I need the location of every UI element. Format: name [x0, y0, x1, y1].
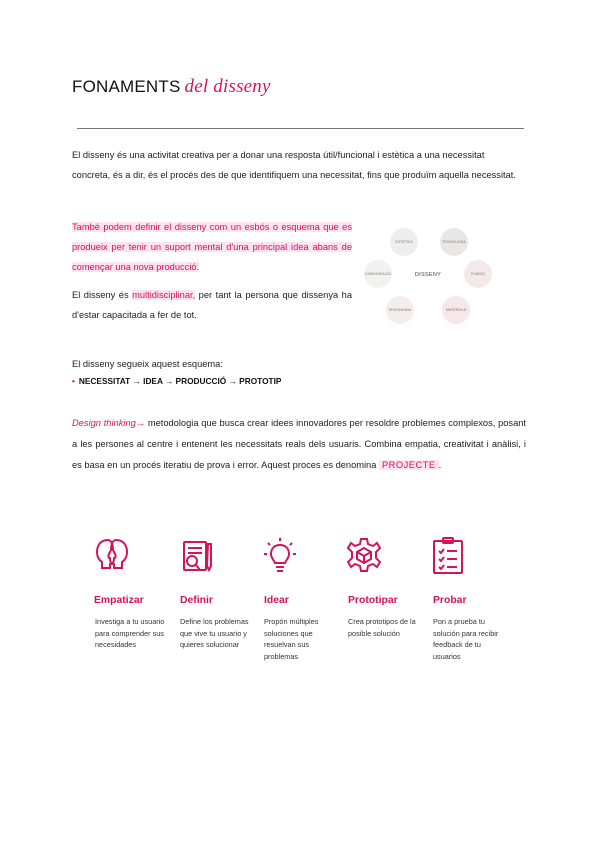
- diagram-center: DISSENY: [414, 272, 442, 278]
- definition-highlight: També podem definir el disseny com un esbós o esquema que es produeix per tenir un suport mental d'una principal idea abans de començar una nova producció.: [72, 222, 352, 272]
- definition-paragraph: [72, 217, 352, 277]
- diagram-node-materials: MATERIALS: [442, 296, 470, 324]
- intro-paragraph: El disseny és una activitat creativa per a donar una resposta útil/funcional i estètica a una necessitat concreta, és a dir, és el procés des de que identifiquem una necessitat, fins que produïm aquella necessitat.: [72, 150, 516, 180]
- title-main: FONAMENTS: [72, 77, 181, 96]
- design-thinking-paragraph: [72, 413, 526, 476]
- multi-after: per tant la persona que dissenya ha d'estar capacitada a fer de tot.: [72, 290, 353, 320]
- step-desc-empatizar: Investiga a tu usuario para comprender sus necesidades: [95, 617, 165, 649]
- step-title-empatizar: Empatizar: [94, 595, 144, 606]
- diagram-node-technology: TECNOLOGIA: [440, 228, 468, 256]
- multidisciplinary-paragraph: [72, 285, 352, 325]
- heads-icon: [94, 536, 130, 576]
- title-divider: [77, 128, 524, 129]
- page-title: [72, 76, 271, 98]
- bullet-icon: •: [72, 376, 75, 386]
- document-search-icon: [178, 536, 214, 576]
- scheme-steps: [72, 376, 281, 386]
- design-thinking-body: metodologia que busca crear idees innovadores per resoldre problemes complexos, posant a les persones al centre i entenent les necessitats reals dels usuaris. Combina empatia, creativitat i anàlisi, i es basa en un procés iteratiu de prova i error. Aquest proces es denomina: [72, 418, 526, 470]
- checklist-icon: [430, 536, 466, 576]
- step-title-probar: Probar: [433, 595, 467, 606]
- scheme-intro: El disseny segueix aquest esquema:: [72, 359, 223, 369]
- diagram-node-function: FUNCIÓ: [464, 260, 492, 288]
- multi-highlight: multidisciplinar,: [132, 290, 196, 300]
- design-diagram: [362, 222, 502, 330]
- multi-before: El disseny és: [72, 290, 133, 300]
- lightbulb-icon: [262, 536, 298, 576]
- scheme-steps-text: NECESSITAT → IDEA → PRODUCCIÓ → PROTOTIP: [78, 376, 282, 386]
- step-title-prototipar: Prototipar: [348, 595, 398, 606]
- diagram-node-esthetics: ESTÈTICA: [390, 228, 418, 256]
- title-accent: del disseny: [184, 76, 271, 97]
- step-title-idear: Idear: [264, 595, 289, 606]
- step-title-definir: Definir: [180, 595, 213, 606]
- gear-cube-icon: [346, 536, 382, 576]
- step-desc-definir: Define los problemas que vive tu usuario y quieres solucionar: [180, 617, 249, 649]
- design-thinking-end: .: [438, 460, 442, 470]
- step-desc-prototipar: Crea prototipos de la posible solución: [348, 617, 416, 638]
- step-desc-idear: Propón múltiples soluciones que resuelvan sus problemas: [264, 617, 319, 661]
- diagram-node-communication: COMUNICACIÓ: [364, 260, 392, 288]
- projecte-highlight: PROJECTE: [379, 460, 439, 470]
- design-thinking-term: Design thinking→: [72, 418, 146, 428]
- step-desc-probar: Pon a prueba tu solución para recibir feedback de tu usuarios: [433, 617, 499, 661]
- diagram-node-ergonomics: ERGONOMIA: [386, 296, 414, 324]
